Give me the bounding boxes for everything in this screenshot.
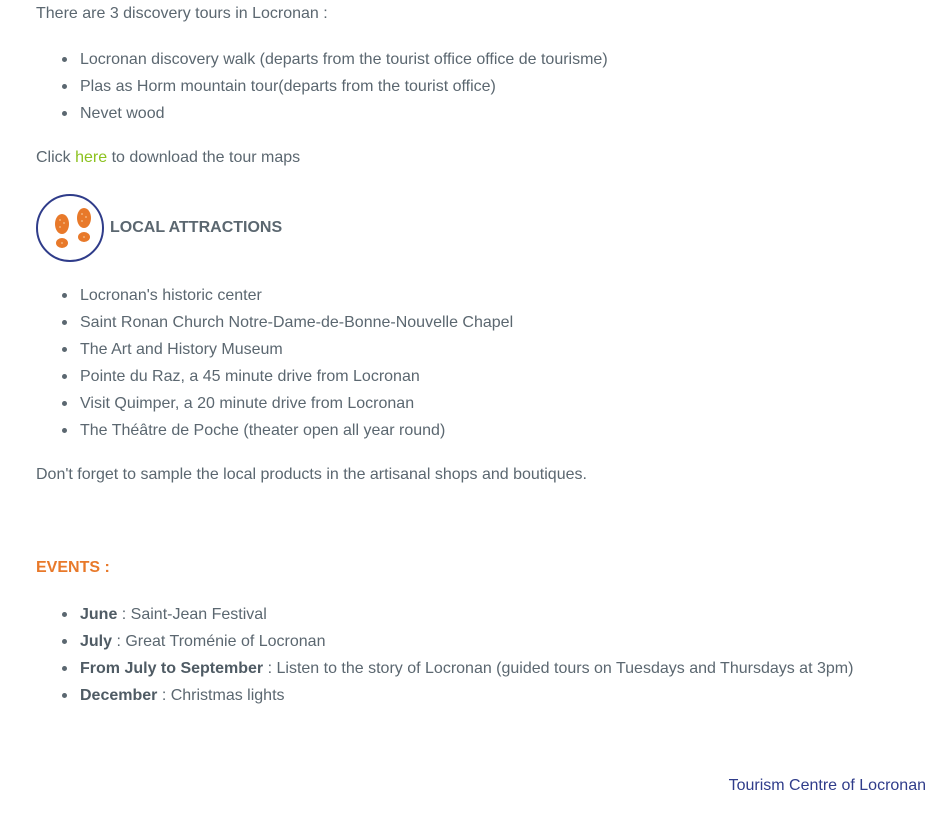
- attractions-heading: [36, 191, 282, 264]
- event-when: December: [80, 687, 158, 704]
- event-when: July: [80, 633, 113, 650]
- download-suffix: to download the tour maps: [107, 149, 301, 166]
- tours-intro: There are 3 discovery tours in Locronan :: [36, 5, 328, 22]
- download-here-link[interactable]: here: [75, 149, 108, 166]
- event-when: From July to September: [80, 660, 264, 677]
- event-what: : Great Troménie of Locronan: [112, 633, 326, 650]
- list-item: Nevet wood: [36, 100, 608, 127]
- list-item: The Théâtre de Poche (theater open all year round): [36, 417, 513, 444]
- events-title: EVENTS :: [36, 559, 110, 576]
- products-note: Don't forget to sample the local products in the artisanal shops and boutiques.: [36, 466, 587, 483]
- list-item: Locronan's historic center: [36, 282, 513, 309]
- event-what: : Christmas lights: [157, 687, 285, 704]
- event-when: June: [80, 606, 118, 623]
- footprints-icon: [36, 194, 104, 262]
- event-what: : Saint-Jean Festival: [117, 606, 267, 623]
- download-line: [36, 147, 300, 169]
- attractions-title: LOCAL ATTRACTIONS: [110, 218, 283, 236]
- list-item: Pointe du Raz, a 45 minute drive from Locronan: [36, 363, 513, 390]
- attractions-list: [36, 282, 513, 444]
- list-item: Locronan discovery walk (departs from the tourist office office de tourisme): [36, 46, 608, 73]
- list-item: Visit Quimper, a 20 minute drive from Locronan: [36, 390, 513, 417]
- list-item: Plas as Horm mountain tour(departs from the tourist office): [36, 73, 608, 100]
- event-what: : Listen to the story of Locronan (guided tours on Tuesdays and Thursdays at 3pm): [263, 660, 854, 677]
- event-item: [36, 628, 853, 655]
- event-item: [36, 601, 853, 628]
- event-item: [36, 655, 853, 682]
- download-prefix: Click: [36, 149, 76, 166]
- tourism-centre-link[interactable]: Tourism Centre of Locronan: [728, 777, 926, 794]
- event-item: [36, 682, 853, 709]
- list-item: Saint Ronan Church Notre-Dame-de-Bonne-Nouvelle Chapel: [36, 309, 513, 336]
- list-item: The Art and History Museum: [36, 336, 513, 363]
- events-list: [36, 601, 853, 709]
- tours-list: [36, 46, 608, 127]
